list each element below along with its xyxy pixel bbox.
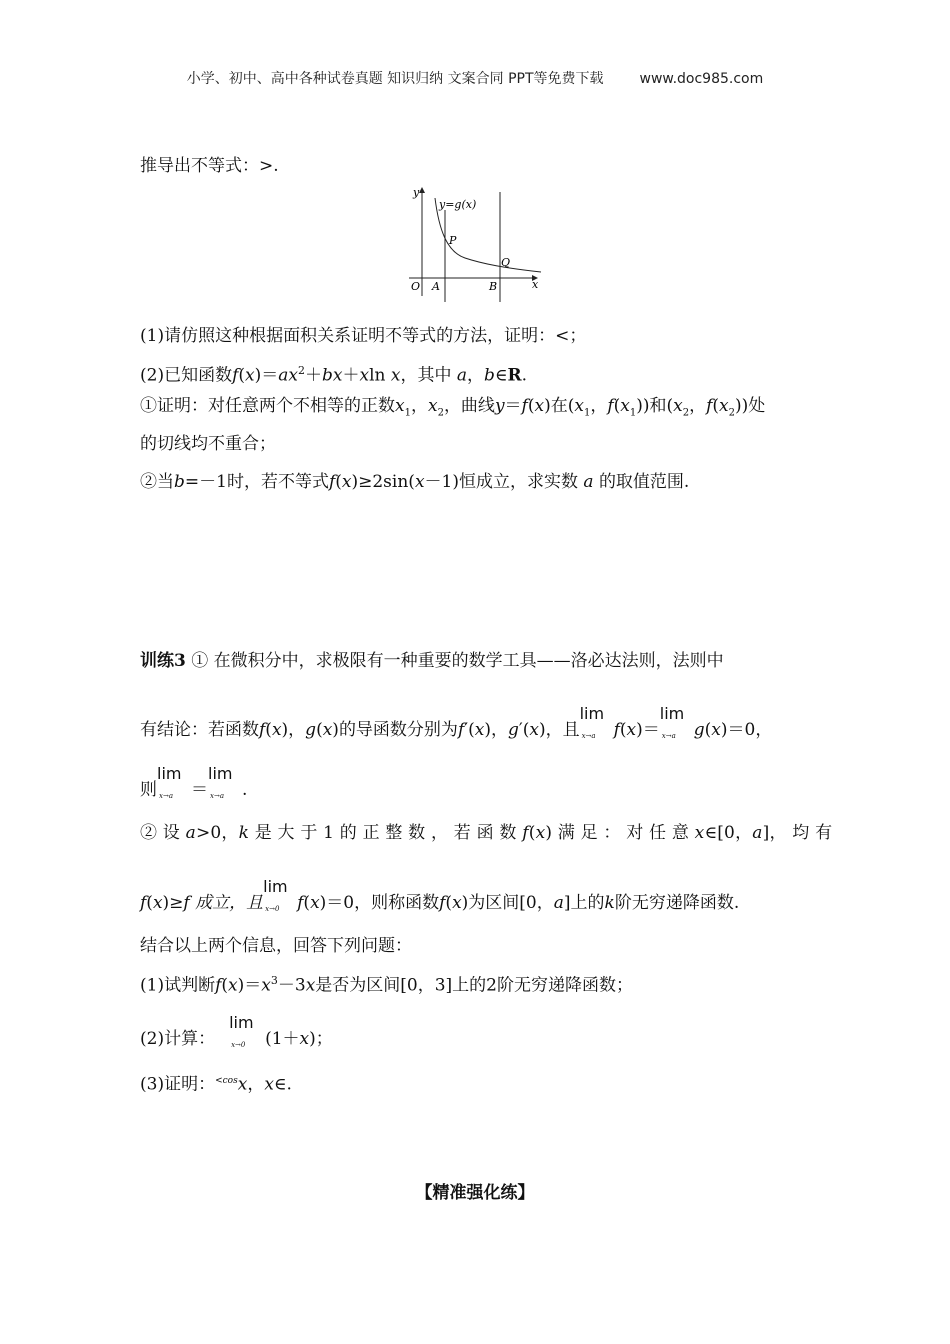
t3l4-text-c: 是 大 于 1 的 正 整 数 ， 若 函 数 [249,823,523,843]
q21-text-e: ))处 [735,396,766,416]
t3l4-text-e: ∈[0， [704,823,753,843]
t3l5-text-e: 阶无穷递降函数. [614,893,740,913]
label-a: A [432,280,440,293]
t3l4-text-a: ② 设 [140,823,186,843]
intro-line: 推导出不等式：>. [140,156,279,176]
training-3-line-1 [140,649,724,673]
t3l3-text-a: 则 [140,780,157,800]
q22-text-b: =－1时，若不等式 [184,472,329,492]
q22-text-a: ②当 [140,472,174,492]
limit-symbol: lim x→a [157,764,182,800]
t3l5-text-c: 为区间[0， [468,893,554,913]
t3l2-text-b: 的导函数分别为 [338,720,458,740]
t3l2-text-c: ，且 [545,720,580,740]
q2-text-d: . [521,365,528,386]
training-3-line-2: 有结论：若函数f(x)，g(x)的导函数分别为f′(x)，g′(x)，且 lim x→a f(x)＝ lim x→a g(x)＝0， [140,704,773,740]
q21-text-c: 在( [550,396,575,416]
training-3-question-1: (1)试判断$f(x)=x^3-3x$是否为区间[0，3]上的2阶无穷递降函数； [140,974,633,996]
training-3-question-3: (3)证明：$^{<cos}$x，x∈. [140,1074,292,1095]
limit-symbol: lim x→0 [229,1013,254,1049]
t3l4-text-f: ]， 均 有 [762,823,833,843]
label-p: P [449,234,457,247]
label-y: y [413,186,420,199]
q22-text-d: －1)恒成立，求实数 [424,472,578,492]
t3l2-text-a: 有结论：若函数 [140,720,259,740]
section-title: 【精准强化练】 [415,1183,535,1203]
header-text: 小学、初中、高中各种试卷真题 知识归纳 文案合同 PPT等免费下载 [186,71,604,87]
q22-text-c: ≥2sin( [358,472,415,492]
t3q3-text-a: (3)证明： [140,1074,216,1095]
header-site: www.doc985.com [639,71,764,87]
function-graph [405,182,545,302]
t3l4-text-d: 满 足 ： 对 任 意 [552,823,695,843]
t3l5-text-a: 成立，且 [195,893,264,913]
t3l4-text-b: >0， [195,823,239,843]
t3q2-text-b: (1＋ [265,1029,300,1049]
label-o: O [411,280,421,293]
t3q2-text-c: )； [309,1029,333,1049]
t3q3-cos: <cos [215,1076,238,1086]
t3q3-text-b: ， [247,1074,265,1095]
q21-text-a: ①证明：对任意两个不相等的正数 [140,396,395,416]
limit-symbol: lim x→0 [263,877,288,913]
t3q3-text-c: ∈. [273,1074,292,1095]
page-header [0,68,950,88]
q2-text-c: ∈ [494,365,508,386]
question-2: (2)已知函数$f(x)=ax^2+bx+xln$ x，其中 a，b∈R. [140,364,528,386]
training-3-heading: 训练3 [140,651,186,671]
limit-symbol: lim x→a [208,764,233,800]
training-3-line-5: f(x)≥f 成立，且 lim x→0 f(x)＝0，则称函数f(x)为区间[0，a]上的k阶无穷递降函数. [140,877,740,913]
q21-text-b: ，曲线 [443,396,495,416]
t3q1-text-a: (1)试判断 [140,975,216,996]
label-x: x [532,278,539,291]
question-2-1: ①证明：对任意两个不相等的正数$x_1$，$x_2$，曲线y＝f(x)在($x_1$，$f(x_1)$)和($x_2$，$f(x_2)$)处 [140,396,766,419]
t3-text-a: ① 在微积分中，求极限有一种重要的数学工具——洛必达法则，法则中 [185,651,724,671]
training-3-question-2: (2)计算： lim x→0 (1＋x)； [140,1013,333,1049]
t3l5-text-d: ]上的 [563,893,605,913]
label-b: B [489,280,498,293]
q2-text-a: (2)已知函数 [140,365,233,386]
q22-text-e: 的取值范围. [598,472,690,492]
limit-symbol: lim x→a [659,704,685,740]
training-3-line-3 [140,764,248,802]
question-2-1-cont: 的切线均不重合； [140,434,276,454]
t3q2-text-a: (2)计算： [140,1029,216,1049]
q21-text-d: ))和( [636,396,674,416]
question-1: (1)请仿照这种根据面积关系证明不等式的方法，证明：<； [140,326,587,346]
label-curve: y=g(x) [439,198,477,211]
training-3-line-6: 结合以上两个信息，回答下列问题： [140,936,412,956]
t3l5-text-b: ＝0，则称函数 [326,893,440,913]
training-3-line-4: ② 设 a>0，k 是 大 于 1 的 正 整 数 ， 若 函 数 f(x) 满 足 ： 对 任 意 x∈[0，a]， 均 有 [140,823,833,843]
t3l3-text-b: ＝ [191,780,208,800]
limit-symbol: lim x→a [579,704,605,740]
question-2-2: ②当b=－1时，若不等式f(x)≥2sin(x－1)恒成立，求实数 a 的取值范围. [140,472,690,492]
t3l3-text-c: . [242,780,248,800]
label-q: Q [501,256,511,269]
q2-text-b: ，其中 [400,365,452,386]
t3q1-text-b: 是否为区间[0，3]上的2阶无穷递降函数； [315,975,633,996]
